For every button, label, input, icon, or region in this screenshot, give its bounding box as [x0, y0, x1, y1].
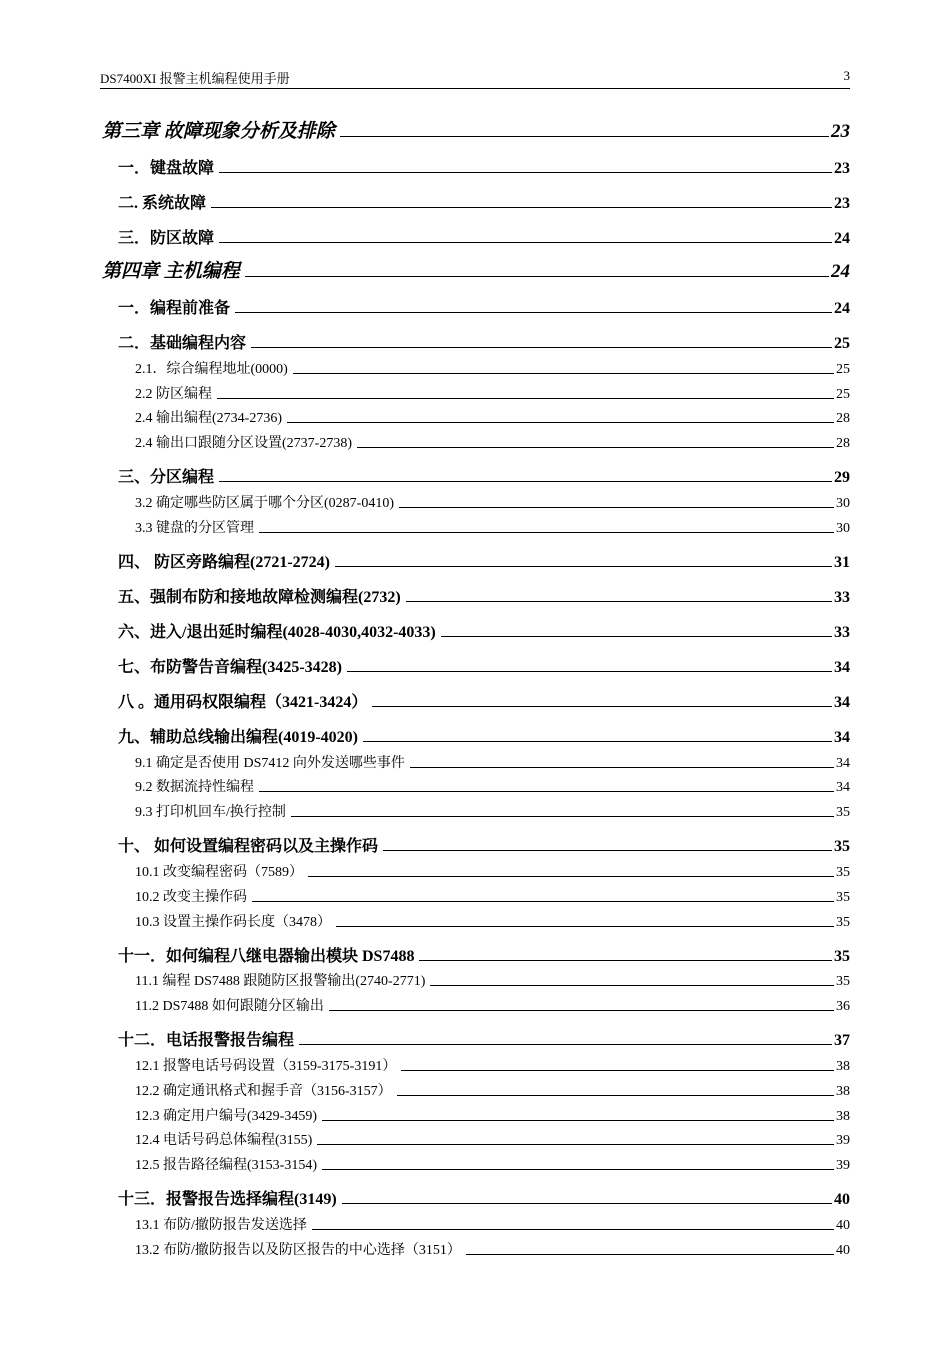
toc-entry-page: 34	[834, 728, 850, 746]
toc-leader-line	[342, 1202, 832, 1204]
document-title: DS7400XI 报警主机编程使用手册	[100, 71, 290, 86]
toc-entry-title: 10.3 设置主操作码长度（3478）	[135, 914, 331, 930]
toc-entry-page: 35	[836, 914, 850, 930]
toc-entry-page: 39	[836, 1158, 850, 1174]
toc-entry-title: 第三章 故障现象分析及排除	[102, 121, 335, 142]
toc-entry-sub[interactable]	[100, 747, 850, 772]
toc-entry-page: 40	[834, 1191, 850, 1209]
toc-entry-page: 40	[836, 1217, 850, 1233]
toc-entry-sub[interactable]	[100, 512, 850, 537]
toc-entry-page: 37	[834, 1032, 850, 1050]
toc-leader-line	[245, 275, 829, 277]
toc-entry-page: 34	[834, 693, 850, 711]
toc-entry-sub[interactable]	[100, 881, 850, 906]
toc-entry-sub[interactable]	[100, 856, 850, 881]
toc-entry-page: 35	[834, 838, 850, 856]
toc-entry-sub[interactable]	[100, 906, 850, 931]
toc-leader-line	[363, 740, 832, 742]
toc-entry-sub[interactable]	[100, 990, 850, 1015]
toc-entry-page: 38	[836, 1083, 850, 1099]
toc-entry-page: 35	[836, 864, 850, 880]
toc-entry-page: 30	[836, 520, 850, 536]
toc-entry-sub[interactable]	[100, 796, 850, 821]
toc-entry-section[interactable]	[100, 1174, 850, 1209]
toc-leader-line	[317, 1143, 834, 1145]
toc-leader-line	[235, 311, 832, 313]
toc-entry-title: 2.2 防区编程	[135, 386, 212, 402]
toc-leader-line	[322, 1119, 834, 1121]
toc-leader-line	[372, 705, 832, 707]
toc-leader-line	[322, 1168, 834, 1170]
toc-entry-sub[interactable]	[100, 1100, 850, 1125]
toc-leader-line	[299, 1043, 832, 1045]
toc-entry-title: 一．键盘故障	[118, 160, 215, 177]
toc-entry-title: 9.3 打印机回车/换行控制	[135, 805, 286, 821]
toc-leader-line	[347, 670, 832, 672]
toc-leader-line	[383, 849, 832, 851]
toc-entry-sub[interactable]	[100, 1050, 850, 1075]
toc-entry-sub[interactable]	[100, 378, 850, 403]
toc-entry-page: 39	[836, 1133, 850, 1149]
toc-entry-title: 3.2 确定哪些防区属于哪个分区(0287-0410)	[135, 495, 394, 511]
toc-entry-page: 34	[834, 658, 850, 676]
toc-entry-page: 35	[834, 947, 850, 965]
page-number: 3	[843, 68, 850, 83]
toc-entry-title: 四、 防区旁路编程(2721-2724)	[118, 553, 330, 571]
toc-leader-line	[312, 1228, 834, 1230]
toc-leader-line	[340, 135, 829, 137]
toc-leader-line	[430, 984, 834, 986]
toc-entry-title: 第四章 主机编程	[102, 261, 240, 282]
toc-entry-title: 十一．如何编程八继电器输出模块 DS7488	[118, 947, 415, 965]
toc-leader-line	[219, 480, 832, 482]
toc-entry-page: 35	[836, 889, 850, 905]
toc-entry-page: 24	[834, 300, 850, 317]
toc-entry-section[interactable]	[100, 572, 850, 607]
toc-entry-page: 33	[834, 623, 850, 641]
toc-entry-page: 23	[831, 121, 850, 142]
toc-leader-line	[287, 421, 834, 423]
toc-entry-page: 24	[831, 261, 850, 282]
toc-leader-line	[441, 635, 832, 637]
toc-entry-title: 11.1 编程 DS7488 跟随防区报警输出(2740-2771)	[135, 974, 426, 990]
toc-entry-section[interactable]	[100, 712, 850, 747]
toc-entry-section[interactable]	[100, 607, 850, 642]
toc-entry-title: 八 。通用码权限编程（3421-3424）	[118, 693, 368, 711]
toc-entry-section[interactable]	[100, 178, 850, 213]
toc-entry-sub[interactable]	[100, 772, 850, 797]
toc-entry-page: 33	[834, 588, 850, 606]
toc-entry-section[interactable]	[100, 931, 850, 966]
toc-leader-line	[259, 531, 834, 533]
toc-entry-page: 30	[836, 495, 850, 511]
page-header	[100, 68, 850, 89]
toc-entry-title: 十三．报警报告选择编程(3149)	[118, 1191, 337, 1209]
toc-entry-title: 十、 如何设置编程密码以及主操作码	[118, 838, 379, 856]
toc-entry-section[interactable]	[100, 318, 850, 353]
toc-entry-page: 36	[836, 999, 850, 1015]
toc-entry-sub[interactable]	[100, 487, 850, 512]
toc-leader-line	[406, 600, 832, 602]
toc-entry-sub[interactable]	[100, 1234, 850, 1259]
toc-entry-page: 28	[836, 411, 850, 427]
toc-entry-page: 38	[836, 1058, 850, 1074]
toc-entry-title: 三．防区故障	[118, 230, 215, 247]
toc-leader-line	[217, 397, 834, 399]
toc-entry-page: 25	[836, 386, 850, 402]
toc-entry-page: 35	[836, 805, 850, 821]
toc-entry-title: 12.2 确定通讯格式和握手音（3156-3157）	[135, 1083, 392, 1099]
toc-leader-line	[410, 766, 834, 768]
toc-leader-line	[397, 1094, 834, 1096]
toc-entry-page: 31	[834, 553, 850, 571]
toc-leader-line	[329, 1009, 834, 1011]
toc-entry-title: 12.5 报告路径编程(3153-3154)	[135, 1158, 317, 1174]
toc-entry-page: 38	[836, 1108, 850, 1124]
toc-leader-line	[259, 790, 834, 792]
toc-entry-title: 3.3 键盘的分区管理	[135, 520, 254, 536]
toc-entry-title: 七、布防警告音编程(3425-3428)	[118, 658, 342, 676]
toc-entry-sub[interactable]	[100, 966, 850, 991]
toc-leader-line	[308, 875, 834, 877]
toc-entry-title: 十二．电话报警报告编程	[118, 1032, 295, 1050]
toc-leader-line	[251, 346, 832, 348]
toc-entry-section[interactable]	[100, 452, 850, 487]
toc-entry-page: 28	[836, 436, 850, 452]
toc-entry-sub[interactable]	[100, 1075, 850, 1100]
toc-entry-title: 12.4 电话号码总体编程(3155)	[135, 1133, 313, 1149]
toc-entry-title: 13.1 布防/撤防报告发送选择	[135, 1217, 307, 1233]
toc-entry-section[interactable]	[100, 283, 850, 318]
toc-leader-line	[211, 206, 832, 208]
toc-entry-sub[interactable]	[100, 353, 850, 378]
toc-entry-page: 23	[834, 195, 850, 212]
toc-entry-chapter[interactable]	[100, 248, 850, 283]
toc-entry-title: 一．编程前准备	[118, 300, 231, 317]
toc-leader-line	[336, 925, 834, 927]
toc-entry-title: 9.1 确定是否使用 DS7412 向外发送哪些事件	[135, 755, 405, 771]
toc-entry-sub[interactable]	[100, 403, 850, 428]
toc-leader-line	[252, 900, 834, 902]
toc-entry-title: 五、强制布防和接地故障检测编程(2732)	[118, 588, 401, 606]
toc-entry-section[interactable]	[100, 677, 850, 712]
toc-entry-section[interactable]	[100, 642, 850, 677]
toc-entry-sub[interactable]	[100, 1149, 850, 1174]
toc-entry-title: 10.2 改变主操作码	[135, 889, 247, 905]
toc-entry-sub[interactable]	[100, 1209, 850, 1234]
toc-entry-title: 六、进入/退出延时编程(4028-4030,4032-4033)	[118, 623, 436, 641]
toc-entry-page: 24	[834, 230, 850, 247]
toc-leader-line	[219, 241, 832, 243]
toc-leader-line	[466, 1253, 834, 1255]
toc-leader-line	[399, 506, 834, 508]
toc-entry-section[interactable]	[100, 213, 850, 248]
toc-entry-title: 三、分区编程	[118, 469, 215, 487]
toc-leader-line	[419, 959, 832, 961]
toc-entry-sub[interactable]	[100, 427, 850, 452]
toc-entry-title: 2.4 输出编程(2734-2736)	[135, 411, 282, 427]
toc-leader-line	[219, 171, 832, 173]
toc-entry-title: 二. 系统故障	[118, 195, 207, 212]
toc-entry-page: 29	[834, 469, 850, 487]
toc-entry-section[interactable]	[100, 143, 850, 178]
toc-entry-page: 35	[836, 974, 850, 990]
toc-entry-title: 2.4 输出口跟随分区设置(2737-2738)	[135, 436, 352, 452]
toc-leader-line	[335, 565, 832, 567]
toc-entry-title: 九、辅助总线输出编程(4019-4020)	[118, 728, 358, 746]
toc-entry-page: 34	[836, 755, 850, 771]
toc-entry-page: 25	[834, 335, 850, 352]
toc-entry-page: 23	[834, 160, 850, 177]
toc-entry-sub[interactable]	[100, 1125, 850, 1150]
toc-entry-title: 12.1 报警电话号码设置（3159-3175-3191）	[135, 1058, 397, 1074]
toc-entry-section[interactable]	[100, 1015, 850, 1050]
toc-entry-chapter[interactable]	[100, 108, 850, 143]
toc-leader-line	[293, 372, 834, 374]
toc-entry-page: 34	[836, 780, 850, 796]
toc-entry-title: 10.1 改变编程密码（7589）	[135, 864, 303, 880]
toc-entry-title: 11.2 DS7488 如何跟随分区输出	[135, 999, 324, 1015]
toc-entry-page: 40	[836, 1242, 850, 1258]
toc-leader-line	[291, 815, 834, 817]
toc-entry-title: 13.2 布防/撤防报告以及防区报告的中心选择（3151）	[135, 1242, 461, 1258]
toc-leader-line	[401, 1069, 834, 1071]
toc-entry-section[interactable]	[100, 537, 850, 572]
toc-entry-title: 12.3 确定用户编号(3429-3459)	[135, 1108, 317, 1124]
toc-entry-title: 二．基础编程内容	[118, 335, 247, 352]
table-of-contents	[100, 108, 850, 1259]
toc-leader-line	[357, 446, 834, 448]
toc-entry-title: 9.2 数据流持性编程	[135, 780, 254, 796]
toc-entry-section[interactable]	[100, 821, 850, 856]
toc-entry-title: 2.1．综合编程地址(0000)	[135, 361, 288, 377]
toc-entry-page: 25	[836, 361, 850, 377]
